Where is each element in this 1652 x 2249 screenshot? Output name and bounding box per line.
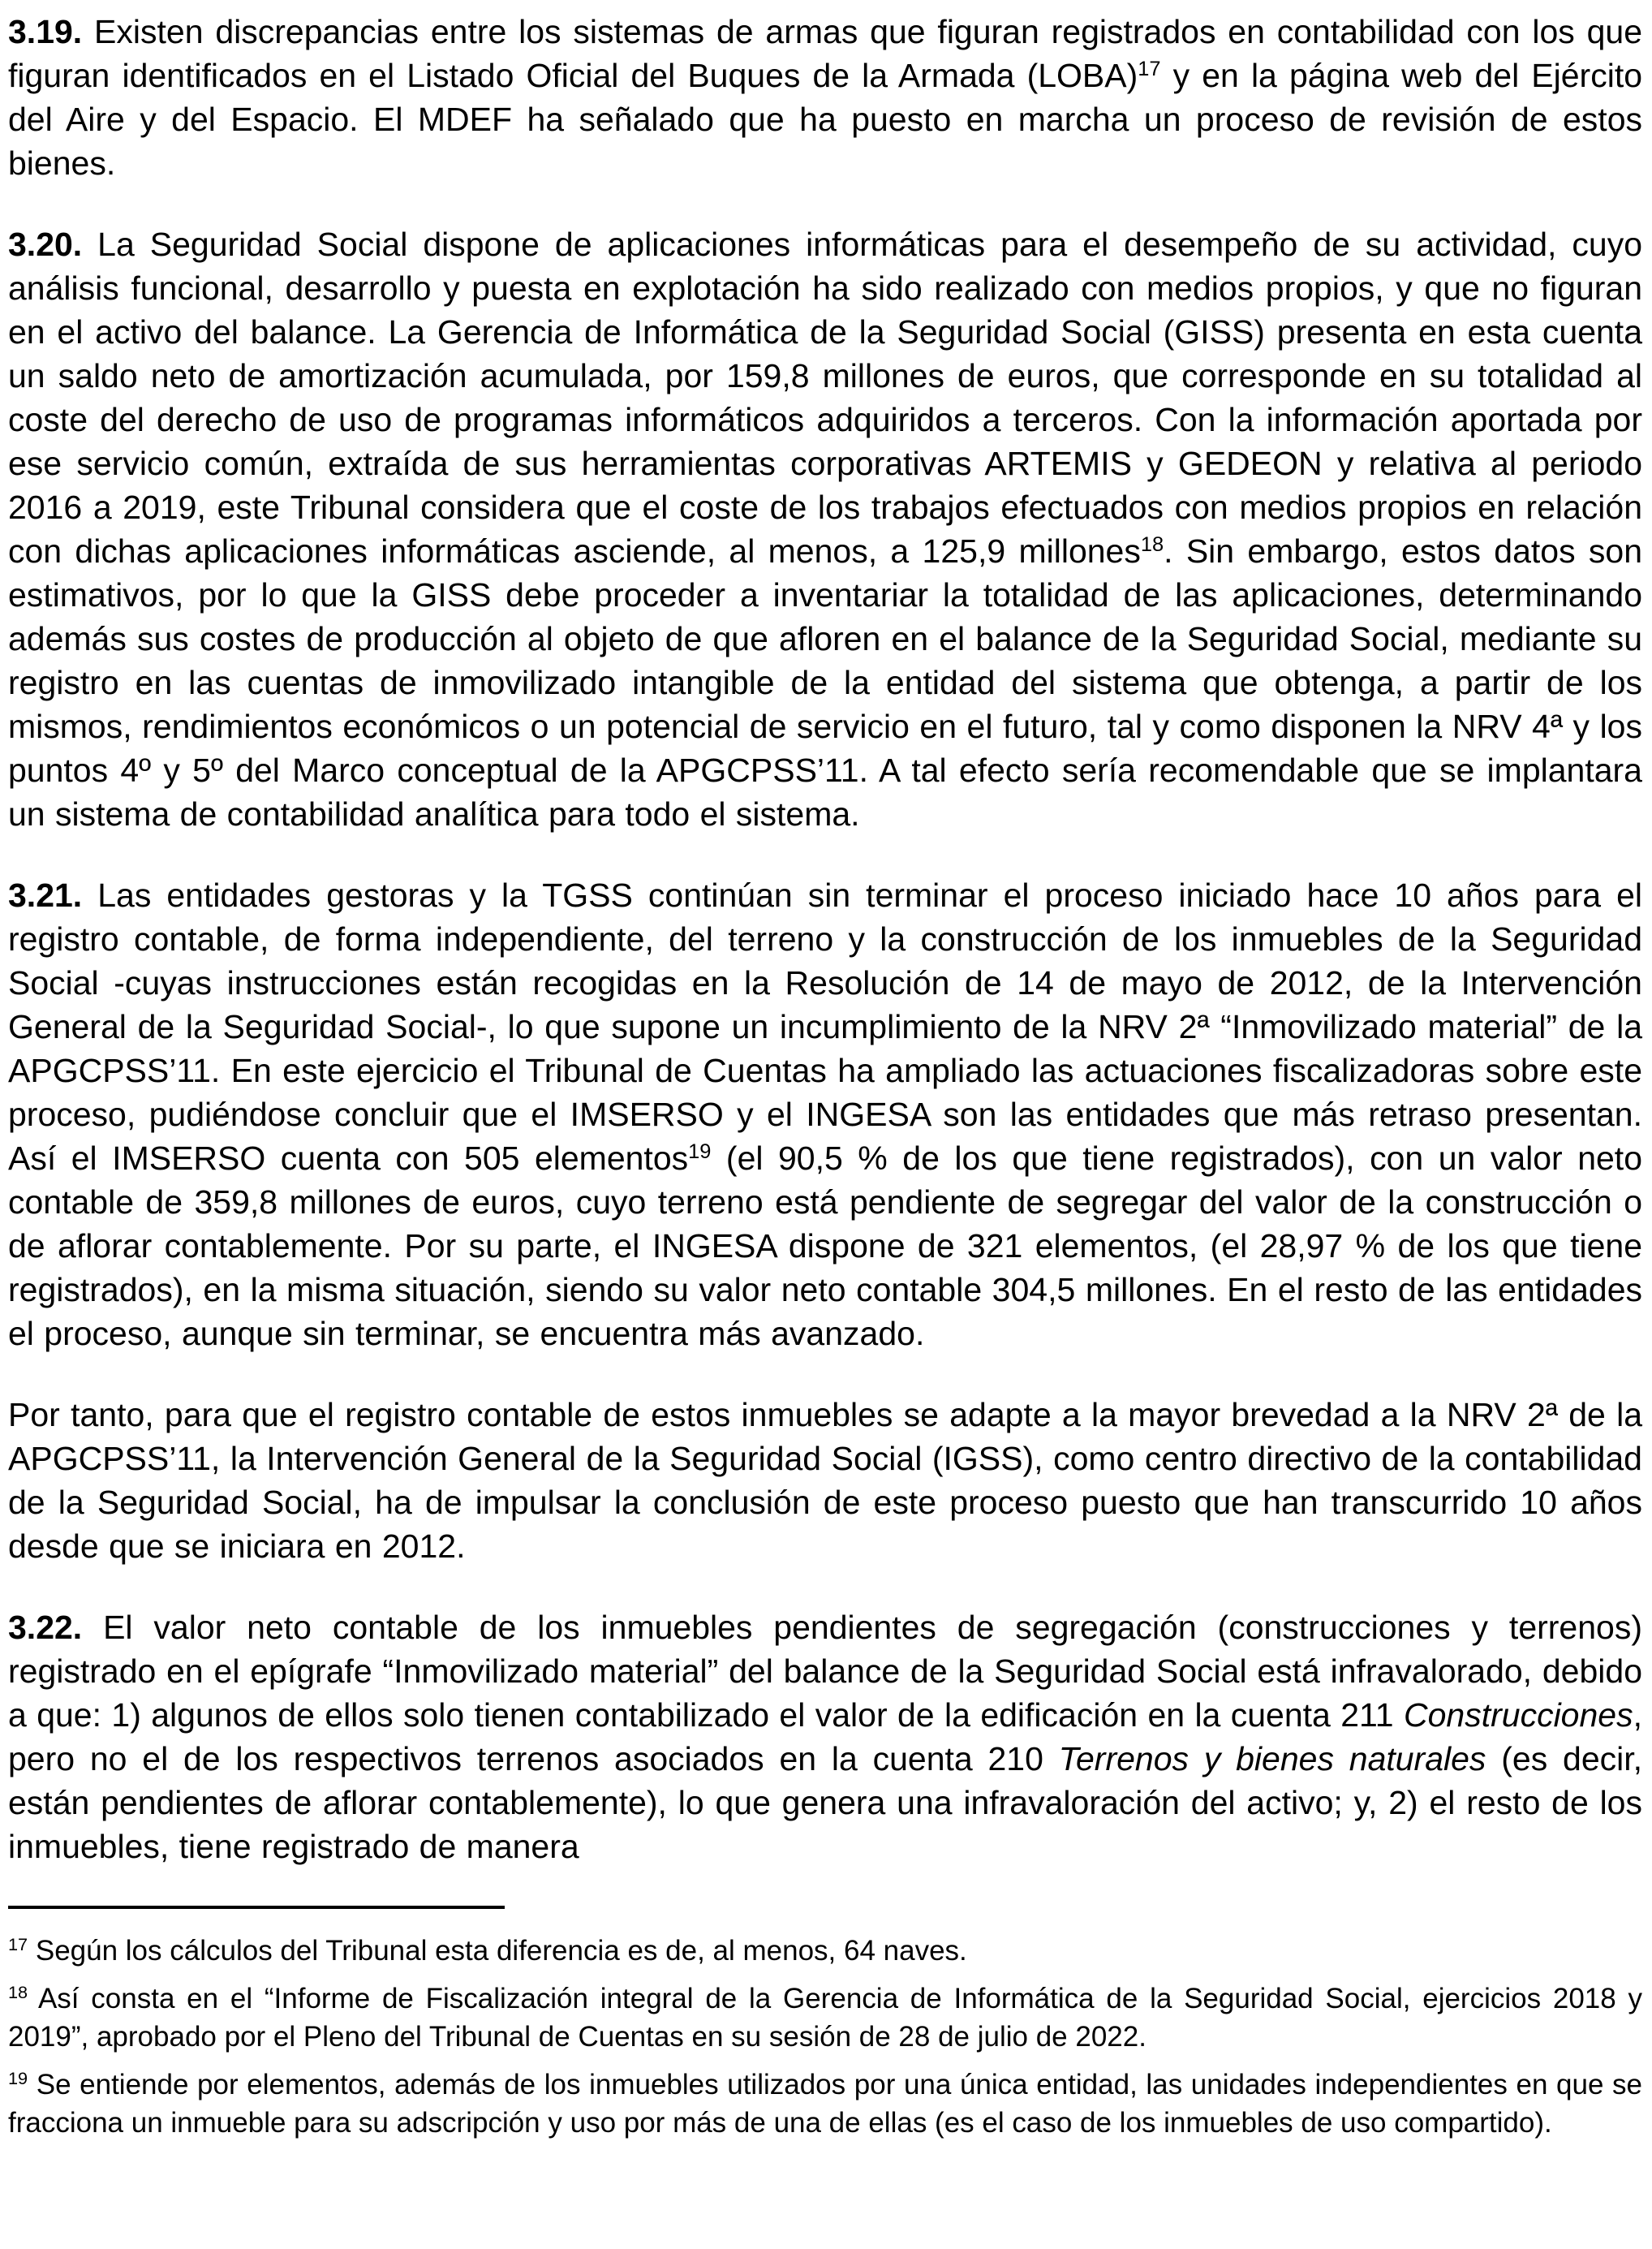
footnote-marker-18: 18 (8, 1982, 28, 2003)
paragraph-3-20 (8, 222, 1642, 836)
text-run: (el 90,5 % de los que tiene registrados), con un valor neto contable de 359,8 millones de euros, cuyo terreno está pendiente de segregar del valor de la construcción o de aflorar contablemente. Por su parte, el INGESA dispone de 321 elementos, (el 28,97 % de los que tiene registrados), en la misma situación, siendo su valor neto contable 304,5 millones. En el resto de las entidades el proceso, aunque sin terminar, se encuentra más avanzado. (8, 1140, 1642, 1352)
footnote-marker-19: 19 (8, 2068, 28, 2089)
text-run: El valor neto contable de los inmuebles pendientes de segregación (construcciones y terrenos) registrado en el epígrafe “Inmovilizado material” del balance de la Seguridad Social está infravalorado, debido a que: 1) algunos de ellos solo tienen contabilizado el valor de la edificación en la cuenta 211 (8, 1609, 1642, 1734)
text-run: Las entidades gestoras y la TGSS continúan sin terminar el proceso iniciado hace 10 años para el registro contable, de forma independiente, del terreno y la construcción de los inmuebles de la Seguridad Social -cuyas instrucciones están recogidas en la Resolución de 14 de mayo de 2012, de la Intervención General de la Seguridad Social-, lo que supone un incumplimiento de la NRV 2ª “Inmovilizado material” de la APGCPSS’11. En este ejercicio el Tribunal de Cuentas ha ampliado las actuaciones fiscalizadoras sobre este proceso, pudiéndose concluir que el IMSERSO y el INGESA son las entidades que más retraso presentan. Así el IMSERSO cuenta con 505 elementos (8, 877, 1642, 1177)
text-run: Por tanto, para que el registro contable de estos inmuebles se adapte a la mayor brevedad a la NRV 2ª de la APGCPSS’11, la Intervención General de la Seguridad Social (IGSS), como centro directivo de la contabilidad de la Seguridad Social, ha de impulsar la conclusión de este proceso puesto que han transcurrido 10 años desde que se iniciara en 2012. (8, 1396, 1642, 1565)
text-run: (es decir, están pendientes de aflorar contablemente), lo que genera una infravaloración del activo; y, 2) el resto de los inmuebles, tiene registrado de manera (8, 1740, 1643, 1865)
footnote-18 (8, 1980, 1642, 2056)
footnote-17 (8, 1932, 1642, 1970)
text-run: . Sin embargo, estos datos son estimativos, por lo que la GISS debe proceder a inventariar la totalidad de las aplicaciones, determinando además sus costes de producción al objeto de que afloren en el balance de la Seguridad Social, mediante su registro en las cuentas de inmovilizado intangible de la entidad del sistema que obtenga, a partir de los mismos, rendimientos económicos o un potencial de servicio en el futuro, tal y como disponen la NRV 4ª y los puntos 4º y 5º del Marco conceptual de la APGCPSS’11. A tal efecto sería recomendable que se implantara un sistema de contabilidad analítica para todo el sistema. (8, 532, 1642, 833)
paragraph-por-tanto (8, 1393, 1642, 1568)
text-run: Existen discrepancias entre los sistemas de armas que figuran registrados en contabilidad con los que figuran identificados en el Listado Oficial del Buques de la Armada (LOBA) (8, 13, 1642, 94)
paragraph-3-21 (8, 873, 1642, 1355)
paragraph-number: 3.19. (8, 13, 83, 50)
account-term: Terrenos y bienes naturales (1058, 1740, 1486, 1777)
footnote-marker-17: 17 (8, 1934, 28, 1955)
footnote-19 (8, 2066, 1642, 2142)
text-run: La Seguridad Social dispone de aplicaciones informáticas para el desempeño de su actividad, cuyo análisis funcional, desarrollo y puesta en explotación ha sido realizado con medios propios, y que no figuran en el activo del balance. La Gerencia de Informática de la Seguridad Social (GISS) presenta en esta cuenta un saldo neto de amortización acumulada, por 159,8 millones de euros, que corresponde en su totalidad al coste del derecho de uso de programas informáticos adquiridos a terceros. Con la información aportada por ese servicio común, extraída de sus herramientas corporativas ARTEMIS y GEDEON y relativa al periodo 2016 a 2019, este Tribunal considera que el coste de los trabajos efectuados con medios propios en relación con dichas aplicaciones informáticas asciende, al menos, a 125,9 millones (8, 226, 1642, 570)
account-term: Construcciones (1404, 1696, 1633, 1734)
paragraph-3-19 (8, 10, 1642, 185)
paragraph-number: 3.21. (8, 877, 83, 914)
paragraph-3-22 (8, 1605, 1642, 1868)
footnote-text: Según los cálculos del Tribunal esta diferencia es de, al menos, 64 naves. (28, 1935, 967, 1967)
footnote-ref-18: 18 (1140, 533, 1164, 557)
text-run: y en la página web del Ejército del Aire y del Espacio. El MDEF ha señalado que ha puesto en marcha un proceso de revisión de estos bienes. (8, 57, 1643, 182)
paragraph-number: 3.22. (8, 1609, 83, 1646)
footnote-text: Se entiende por elementos, además de los inmuebles utilizados por una única entidad, las unidades independientes en que se fracciona un inmueble para su adscripción y uso por más de una de ellas (es el caso de los inmuebles de uso compartido). (8, 2069, 1642, 2139)
footnote-separator (8, 1906, 505, 1909)
footnote-ref-17: 17 (1138, 58, 1161, 81)
document-body (8, 10, 1642, 1868)
footnotes-section (8, 1932, 1642, 2142)
text-run: , pero no el de los respectivos terrenos asociados en la cuenta 210 (8, 1696, 1642, 1777)
footnote-text: Así consta en el “Informe de Fiscalización integral de la Gerencia de Informática de la Seguridad Social, ejercicios 2018 y 2019”, aprobado por el Pleno del Tribunal de Cuentas en su sesión de 28 de julio de 2022. (8, 1983, 1642, 2053)
footnote-ref-19: 19 (688, 1140, 712, 1164)
paragraph-number: 3.20. (8, 226, 83, 263)
